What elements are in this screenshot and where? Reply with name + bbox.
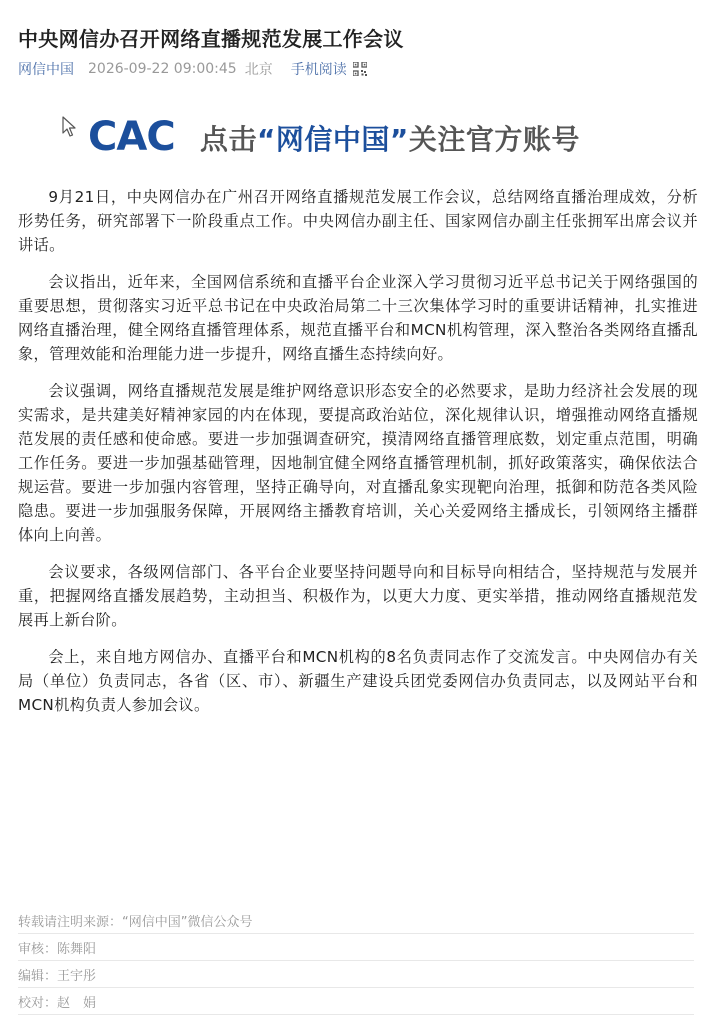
article-paragraph: 会议强调，网络直播规范发展是维护网络意识形态安全的必然要求，是助力经济社会发展的现实需求，是共建美好精神家园的内在体现，要提高政治站位，深化规律认识，增强推动网络直播规范发展的责任感和使命感。要进一步加强调查研究，摸清网络直播管理底数，划定重点范围，明确工作任务。要进一步加强基础管理，因地制宜健全网络直播管理机制，抓好政策落实，确保依法合规运营。要进一步加强内容管理，坚持正确导向，对直播乱象实现靶向治理，抵御和防范各类风险隐患。要进一步加强服务保障，开展网络主播教育培训，关心关爱网络主播成长，引领网络主播群体向上向善。 xyxy=(18,382,698,544)
divider xyxy=(18,933,694,934)
mobile-read-link[interactable]: 手机阅读 xyxy=(290,62,347,78)
article-paragraph: 会上，来自地方网信办、直播平台和MCN机构的8名负责同志作了交流发言。中央网信办有关局（单位）负责同志，各省（区、市）、新疆生产建设兵团党委网信办负责同志，以及网站平台和MCN机构负责人参加会议。 xyxy=(18,648,698,714)
article-paragraph: 9月21日，中央网信办在广州召开网络直播规范发展工作会议，总结网络直播治理成效，分析形势任务，研究部署下一阶段重点工作。中央网信办副主任、国家网信办副主任张拥军出席会议并讲话。 xyxy=(18,188,698,254)
article-title: 中央网信办召开网络直播规范发展工作会议 xyxy=(18,27,404,52)
qr-code-icon[interactable] xyxy=(353,62,367,76)
publish-location: 北京 xyxy=(244,62,273,78)
article-paragraph: 会议要求，各级网信部门、各平台企业要坚持问题导向和目标导向相结合，坚持规范与发展并重，把握网络直播发展趋势，主动担当、积极作为，以更大力度、更实举措，推动网络直播规范发展再上新台阶。 xyxy=(18,563,698,629)
follow-banner[interactable] xyxy=(40,108,680,166)
article-meta xyxy=(18,59,367,79)
follow-suffix: 关注官方账号 xyxy=(408,123,580,156)
proofreader-credit: 校对：赵 娟 xyxy=(18,996,97,1011)
cursor-arrow-icon xyxy=(62,116,78,138)
divider xyxy=(18,987,694,988)
article-paragraph: 会议指出，近年来，全国网信系统和直播平台企业深入学习贯彻习近平总书记关于网络强国的重要思想，贯彻落实习近平总书记在中央政治局第二十三次集体学习时的重要讲话精神，扎实推进网络直播治理，健全网络直播管理体系，规范直播平台和MCN机构管理，深入整治各类网络直播乱象，管理效能和治理能力进一步提升，网络直播生态持续向好。 xyxy=(18,273,698,363)
repost-note: 转载请注明来源：“网信中国”微信公众号 xyxy=(18,915,253,930)
source-link[interactable]: 网信中国 xyxy=(18,62,74,78)
divider xyxy=(18,1014,694,1015)
publish-timestamp: 2026-09-22 09:00:45 xyxy=(88,61,237,77)
follow-prefix: 点击 xyxy=(200,123,258,156)
follow-account-name: “网信中国” xyxy=(257,123,409,156)
editor-credit: 编辑：王宇彤 xyxy=(18,969,97,984)
cac-logo-text: CAC xyxy=(88,114,175,160)
article-body xyxy=(18,185,698,730)
follow-banner-text xyxy=(200,118,580,158)
reviewer-credit: 审核：陈舞阳 xyxy=(18,942,97,957)
divider xyxy=(18,960,694,961)
